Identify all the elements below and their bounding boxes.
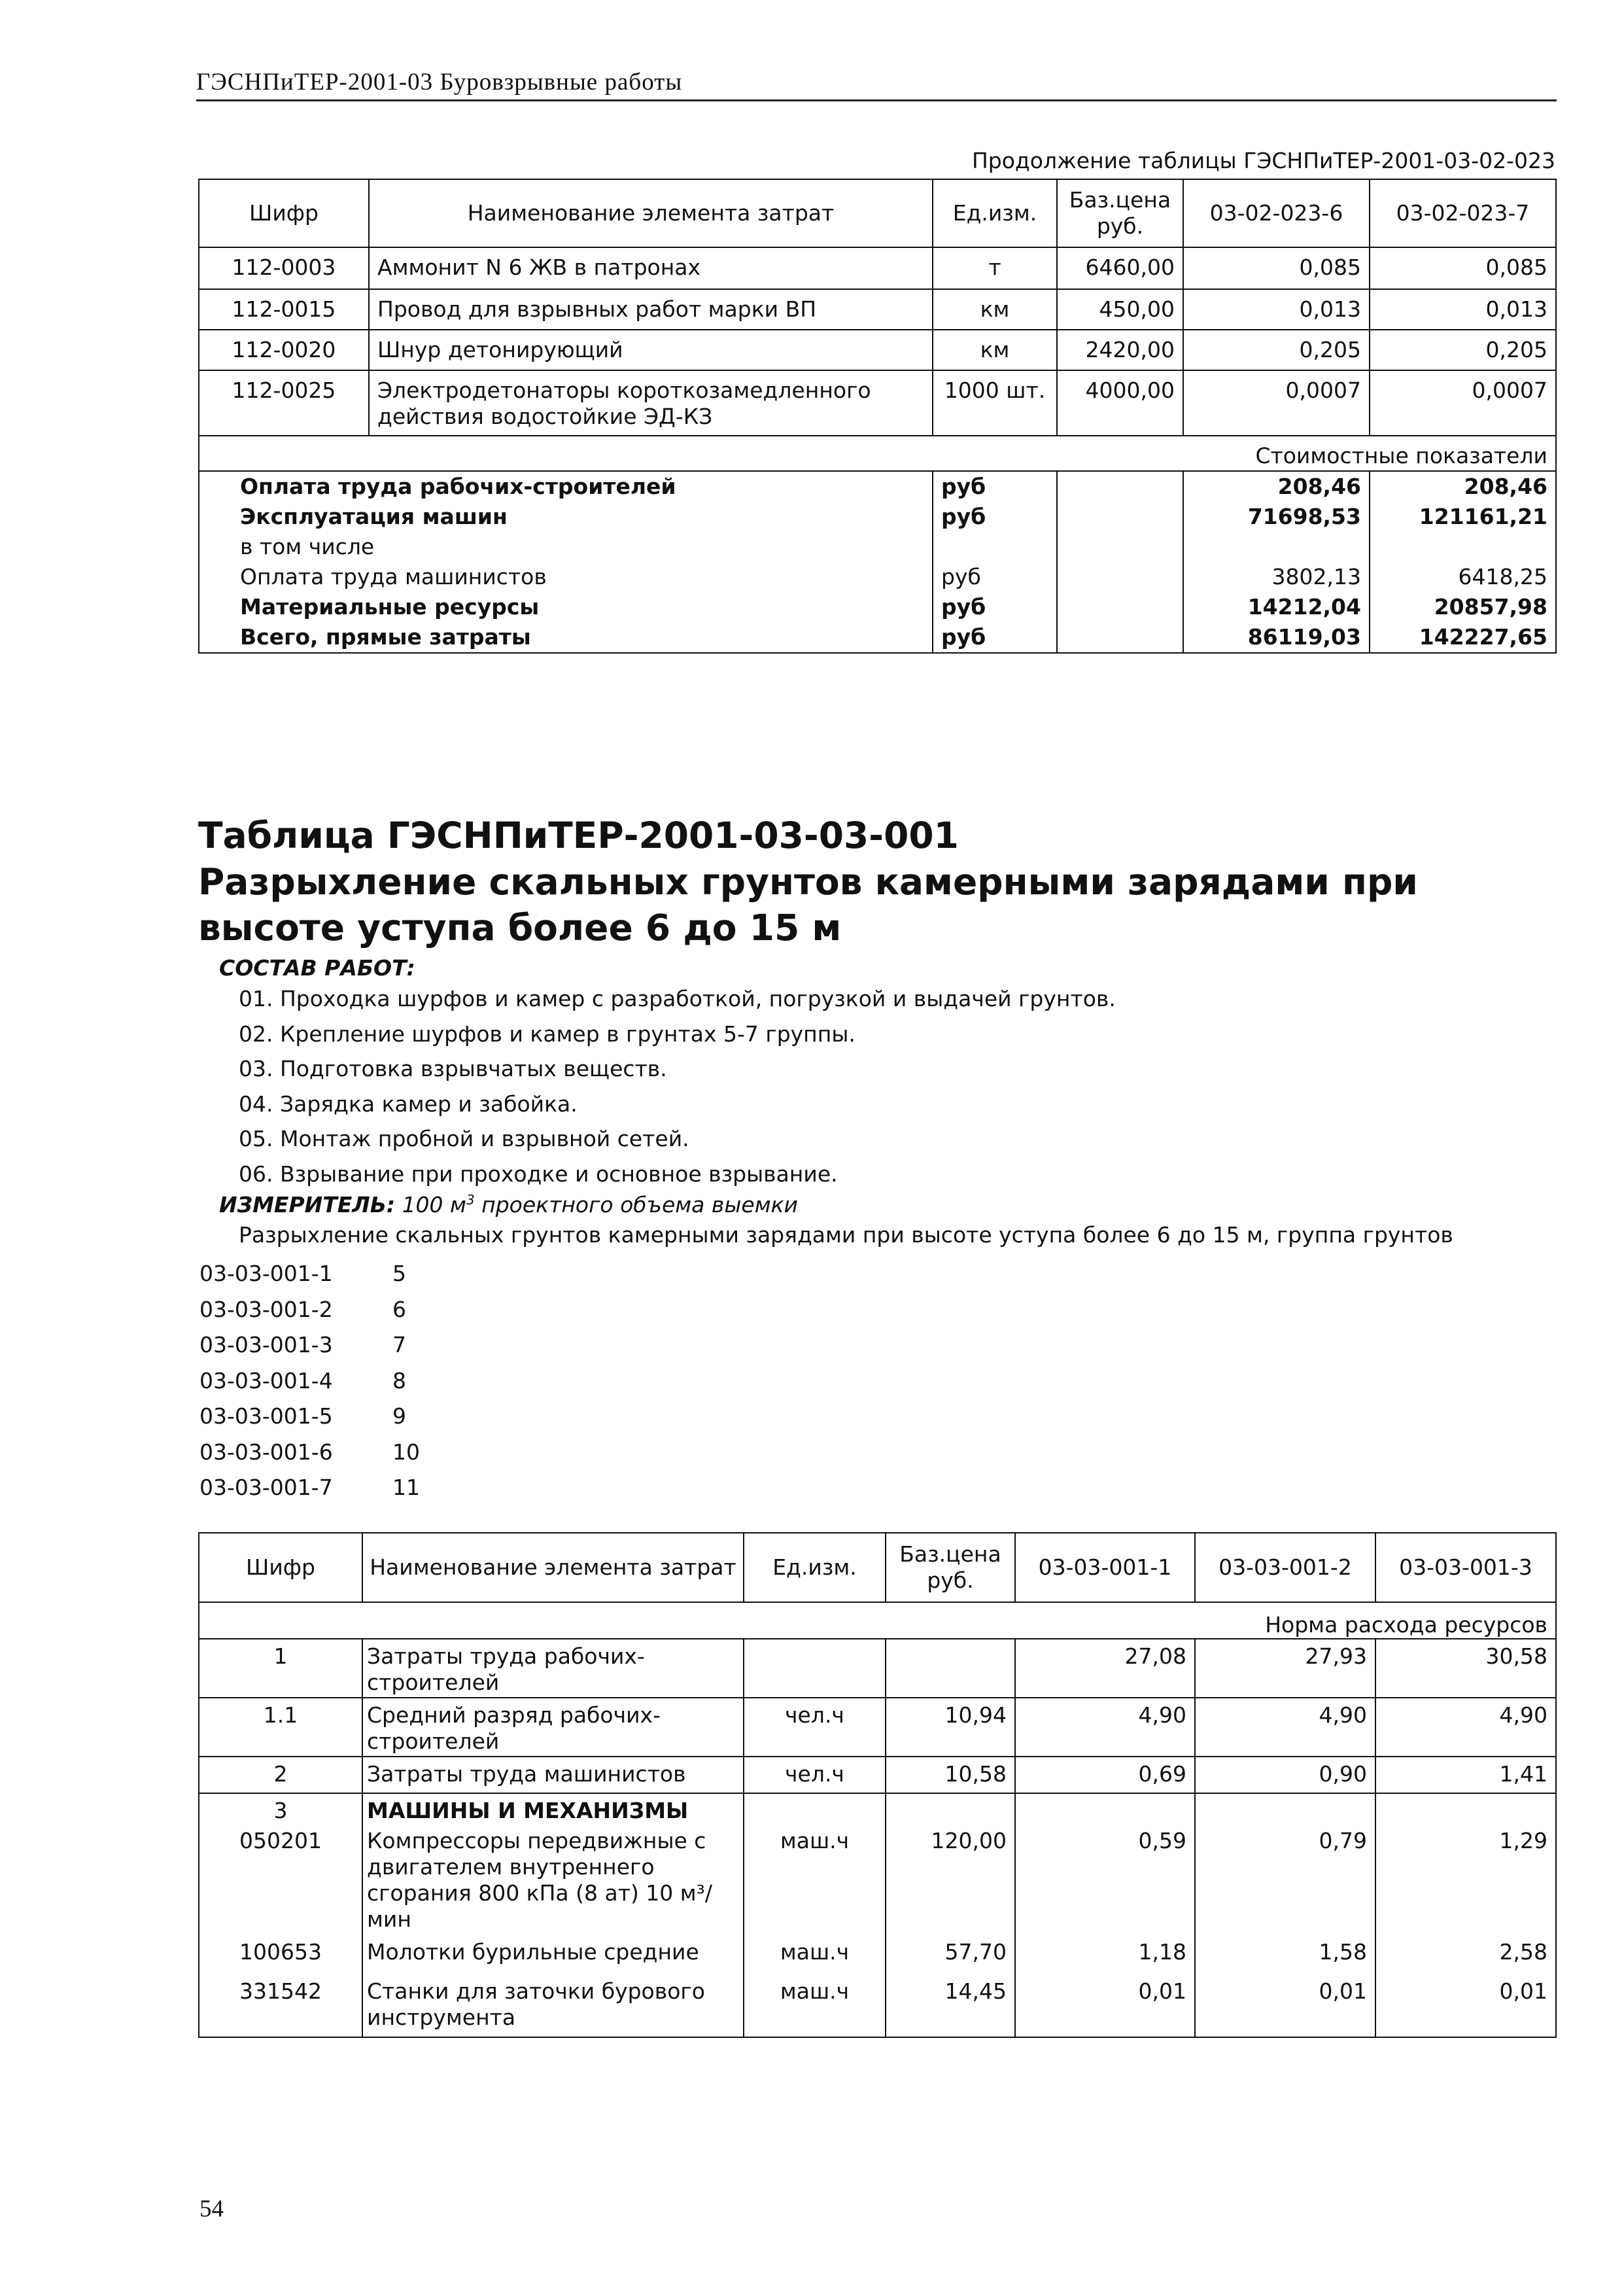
cost-value-1: 3802,13 [1183, 562, 1370, 592]
table-row [199, 1757, 1556, 1793]
row-name: Молотки бурильные средние [362, 1935, 744, 1974]
row-price: 2420,00 [1057, 330, 1183, 370]
list-item: 01. Проходка шурфов и камер с разработкой, погрузкой и выдачей грунтов. [239, 986, 1116, 1011]
col-header-name: Наименование элемента затрат [362, 1533, 744, 1602]
list-item [199, 1292, 420, 1328]
running-title: ГЭСНПиТЕР-2001-03 Буровзрывные работы [196, 69, 683, 96]
col-header-v3: 03-03-001-3 [1375, 1533, 1556, 1602]
col-header-unit: Ед.изм. [933, 179, 1057, 247]
row-price: 120,00 [886, 1824, 1015, 1935]
row-price: 10,94 [886, 1698, 1015, 1757]
list-item [199, 1327, 420, 1363]
row-name: Электродетонаторы короткозамедленного действия водостойкие ЭД-КЗ [369, 370, 933, 436]
meter-rest: проектного объема выемки [474, 1192, 798, 1218]
code: 03-03-001-7 [199, 1475, 333, 1500]
row-name: Провод для взрывных работ марки ВП [369, 289, 933, 330]
row-value-2: 0,01 [1195, 1974, 1375, 2037]
works-list [239, 981, 1116, 1191]
cost-value-2: 208,46 [1370, 471, 1556, 502]
row-unit: км [933, 330, 1057, 370]
section-subtitle: Разрыхление скальных грунтов камерными зарядами при высоте уступа более 6 до 15 м [198, 861, 1418, 949]
code: 03-03-001-4 [199, 1367, 333, 1393]
row-value-3: 1,41 [1375, 1757, 1556, 1793]
list-item: 03. Подготовка взрывчатых веществ. [239, 1056, 667, 1081]
cost-value-1: 14212,04 [1183, 592, 1370, 622]
code: 03-03-001-5 [199, 1403, 333, 1429]
table-row [199, 1698, 1556, 1757]
cost-row [199, 471, 1556, 502]
row-code: 2 [199, 1757, 362, 1793]
row-name: МАШИНЫ И МЕХАНИЗМЫ [362, 1793, 744, 1824]
row-value-2: 0,90 [1195, 1757, 1375, 1793]
cost-name: Всего, прямые затраты [199, 622, 933, 653]
row-name: Компрессоры передвижные с двигателем внутреннего сгорания 800 кПа (8 ат) 10 м³/мин [362, 1824, 744, 1935]
norm-section-row [199, 1602, 1556, 1639]
code: 03-03-001-6 [199, 1439, 333, 1465]
codes-description: Разрыхление скальных грунтов камерными зарядами при высоте уступа более 6 до 15 м, группа грунтов [239, 1222, 1453, 1248]
group: 8 [392, 1367, 406, 1393]
group: 10 [392, 1439, 420, 1465]
row-value-1: 0,01 [1015, 1974, 1195, 2037]
cost-name: Эксплуатация машин [199, 502, 933, 532]
col-header-v1: 03-02-023-6 [1183, 179, 1370, 247]
row-code: 1 [199, 1639, 362, 1698]
cost-unit: руб [933, 471, 1057, 502]
list-item: 06. Взрывание при проходке и основное взрывание. [239, 1161, 838, 1187]
row-name: Затраты труда рабочих-строителей [362, 1639, 744, 1698]
table-title: Таблица ГЭСНПиТЕР-2001-03-03-001 [198, 815, 959, 856]
row-name: Затраты труда машинистов [362, 1757, 744, 1793]
row-value-1: 0,013 [1183, 289, 1370, 330]
code: 03-03-001-2 [199, 1296, 333, 1322]
row-unit [744, 1639, 886, 1698]
meter-label: ИЗМЕРИТЕЛЬ: [219, 1192, 396, 1218]
cost-value-2: 121161,21 [1370, 502, 1556, 532]
row-value-3: 30,58 [1375, 1639, 1556, 1698]
row-value-2: 0,0007 [1370, 370, 1556, 436]
col-header-unit: Ед.изм. [744, 1533, 886, 1602]
row-value-2: 0,013 [1370, 289, 1556, 330]
row-code: 112-0003 [199, 247, 369, 289]
row-price: 6460,00 [1057, 247, 1183, 289]
table-header-row [199, 179, 1556, 247]
row-value-1: 0,69 [1015, 1757, 1195, 1793]
table-row [199, 1824, 1556, 1935]
col-header-code: Шифр [199, 179, 369, 247]
resource-table [198, 1532, 1557, 2038]
meter-sup: 3 [466, 1192, 475, 1208]
table-row [199, 330, 1556, 370]
table-row [199, 1935, 1556, 1974]
norm-label: Норма расхода ресурсов [199, 1602, 1556, 1639]
row-price: 450,00 [1057, 289, 1183, 330]
row-unit: 1000 шт. [933, 370, 1057, 436]
meter-value: 100 м [402, 1192, 466, 1218]
cost-name: Оплата труда машинистов [199, 562, 933, 592]
cost-row [199, 532, 1556, 562]
row-unit: маш.ч [744, 1935, 886, 1974]
col-header-v2: 03-03-001-2 [1195, 1533, 1375, 1602]
group: 6 [392, 1296, 406, 1322]
code: 03-03-001-1 [199, 1261, 333, 1286]
cost-name: Материальные ресурсы [199, 592, 933, 622]
code: 03-03-001-3 [199, 1332, 333, 1358]
row-code: 3 [199, 1793, 362, 1824]
col-header-price: Баз.цена руб. [1057, 179, 1183, 247]
row-code: 1.1 [199, 1698, 362, 1757]
row-value-1: 27,08 [1015, 1639, 1195, 1698]
row-value-2: 0,085 [1370, 247, 1556, 289]
cost-row [199, 592, 1556, 622]
row-value-2: 4,90 [1195, 1698, 1375, 1757]
row-unit: км [933, 289, 1057, 330]
row-value-1: 0,085 [1183, 247, 1370, 289]
col-header-price: Баз.цена руб. [886, 1533, 1015, 1602]
row-price: 4000,00 [1057, 370, 1183, 436]
list-item [199, 1256, 420, 1292]
list-item: 05. Монтаж пробной и взрывной сетей. [239, 1126, 689, 1151]
col-header-v2: 03-02-023-7 [1370, 179, 1556, 247]
row-name: Средний разряд рабочих-строителей [362, 1698, 744, 1757]
continuation-caption: Продолжение таблицы ГЭСНПиТЕР-2001-03-02-023 [971, 148, 1555, 173]
group: 9 [392, 1403, 406, 1429]
list-item [199, 1399, 420, 1435]
cost-value-2: 6418,25 [1370, 562, 1556, 592]
table-row [199, 247, 1556, 289]
cost-unit [933, 532, 1057, 562]
list-item: 02. Крепление шурфов и камер в грунтах 5-7 группы. [239, 1021, 855, 1047]
row-name: Шнур детонирующий [369, 330, 933, 370]
row-value-2: 1,58 [1195, 1935, 1375, 1974]
table-row [199, 1974, 1556, 2037]
row-value-1: 0,0007 [1183, 370, 1370, 436]
cost-value-1: 208,46 [1183, 471, 1370, 502]
row-name: Станки для заточки бурового инструмента [362, 1974, 744, 2037]
row-value-3: 4,90 [1375, 1698, 1556, 1757]
codes-list [199, 1256, 420, 1506]
row-unit: чел.ч [744, 1698, 886, 1757]
list-item [199, 1363, 420, 1399]
row-name: Аммонит N 6 ЖВ в патронах [369, 247, 933, 289]
row-value-3: 0,01 [1375, 1974, 1556, 2037]
list-item [199, 1470, 420, 1506]
row-value-1: 0,59 [1015, 1824, 1195, 1935]
cost-unit: руб [933, 592, 1057, 622]
cost-value-2: 20857,98 [1370, 592, 1556, 622]
row-price: 57,70 [886, 1935, 1015, 1974]
row-code: 112-0020 [199, 330, 369, 370]
row-code: 050201 [199, 1824, 362, 1935]
cost-value-1 [1183, 532, 1370, 562]
cost-unit: руб [933, 562, 1057, 592]
list-item [199, 1435, 420, 1471]
row-unit: маш.ч [744, 1974, 886, 2037]
cost-row [199, 502, 1556, 532]
group: 11 [392, 1475, 420, 1500]
row-code: 112-0025 [199, 370, 369, 436]
row-unit: маш.ч [744, 1824, 886, 1935]
group: 7 [392, 1332, 406, 1358]
row-value-3: 1,29 [1375, 1824, 1556, 1935]
cost-unit: руб [933, 502, 1057, 532]
table-row [199, 1639, 1556, 1698]
group: 5 [392, 1261, 406, 1286]
cost-value-1: 71698,53 [1183, 502, 1370, 532]
cost-value-1: 86119,03 [1183, 622, 1370, 653]
col-header-code: Шифр [199, 1533, 362, 1602]
cost-row [199, 622, 1556, 653]
row-value-2: 27,93 [1195, 1639, 1375, 1698]
col-header-name: Наименование элемента затрат [369, 179, 933, 247]
table-header-row [199, 1533, 1556, 1602]
row-unit: чел.ч [744, 1757, 886, 1793]
table-row [199, 289, 1556, 330]
row-value-1: 1,18 [1015, 1935, 1195, 1974]
composition-label: СОСТАВ РАБОТ: [219, 955, 415, 981]
row-code: 112-0015 [199, 289, 369, 330]
meter-line [219, 1192, 798, 1218]
cost-value-2 [1370, 532, 1556, 562]
cost-unit: руб [933, 622, 1057, 653]
row-value-3: 2,58 [1375, 1935, 1556, 1974]
cost-table-1 [198, 179, 1557, 654]
row-code: 331542 [199, 1974, 362, 2037]
table-row [199, 1793, 1556, 1824]
cost-name: в том числе [199, 532, 933, 562]
cost-row [199, 562, 1556, 592]
page-number: 54 [199, 2196, 224, 2222]
row-value-2: 0,79 [1195, 1824, 1375, 1935]
row-price: 14,45 [886, 1974, 1015, 2037]
cost-section-row [199, 436, 1556, 471]
row-value-1: 0,205 [1183, 330, 1370, 370]
row-unit: т [933, 247, 1057, 289]
cost-value-2: 142227,65 [1370, 622, 1556, 653]
row-value-1: 4,90 [1015, 1698, 1195, 1757]
header-rule [196, 99, 1557, 101]
row-value-2: 0,205 [1370, 330, 1556, 370]
list-item: 04. Зарядка камер и забойка. [239, 1091, 578, 1117]
table-row [199, 370, 1556, 436]
row-code: 100653 [199, 1935, 362, 1974]
cost-section-label: Стоимостные показатели [199, 436, 1556, 471]
row-price [886, 1639, 1015, 1698]
cost-name: Оплата труда рабочих-строителей [199, 471, 933, 502]
col-header-v1: 03-03-001-1 [1015, 1533, 1195, 1602]
row-price: 10,58 [886, 1757, 1015, 1793]
